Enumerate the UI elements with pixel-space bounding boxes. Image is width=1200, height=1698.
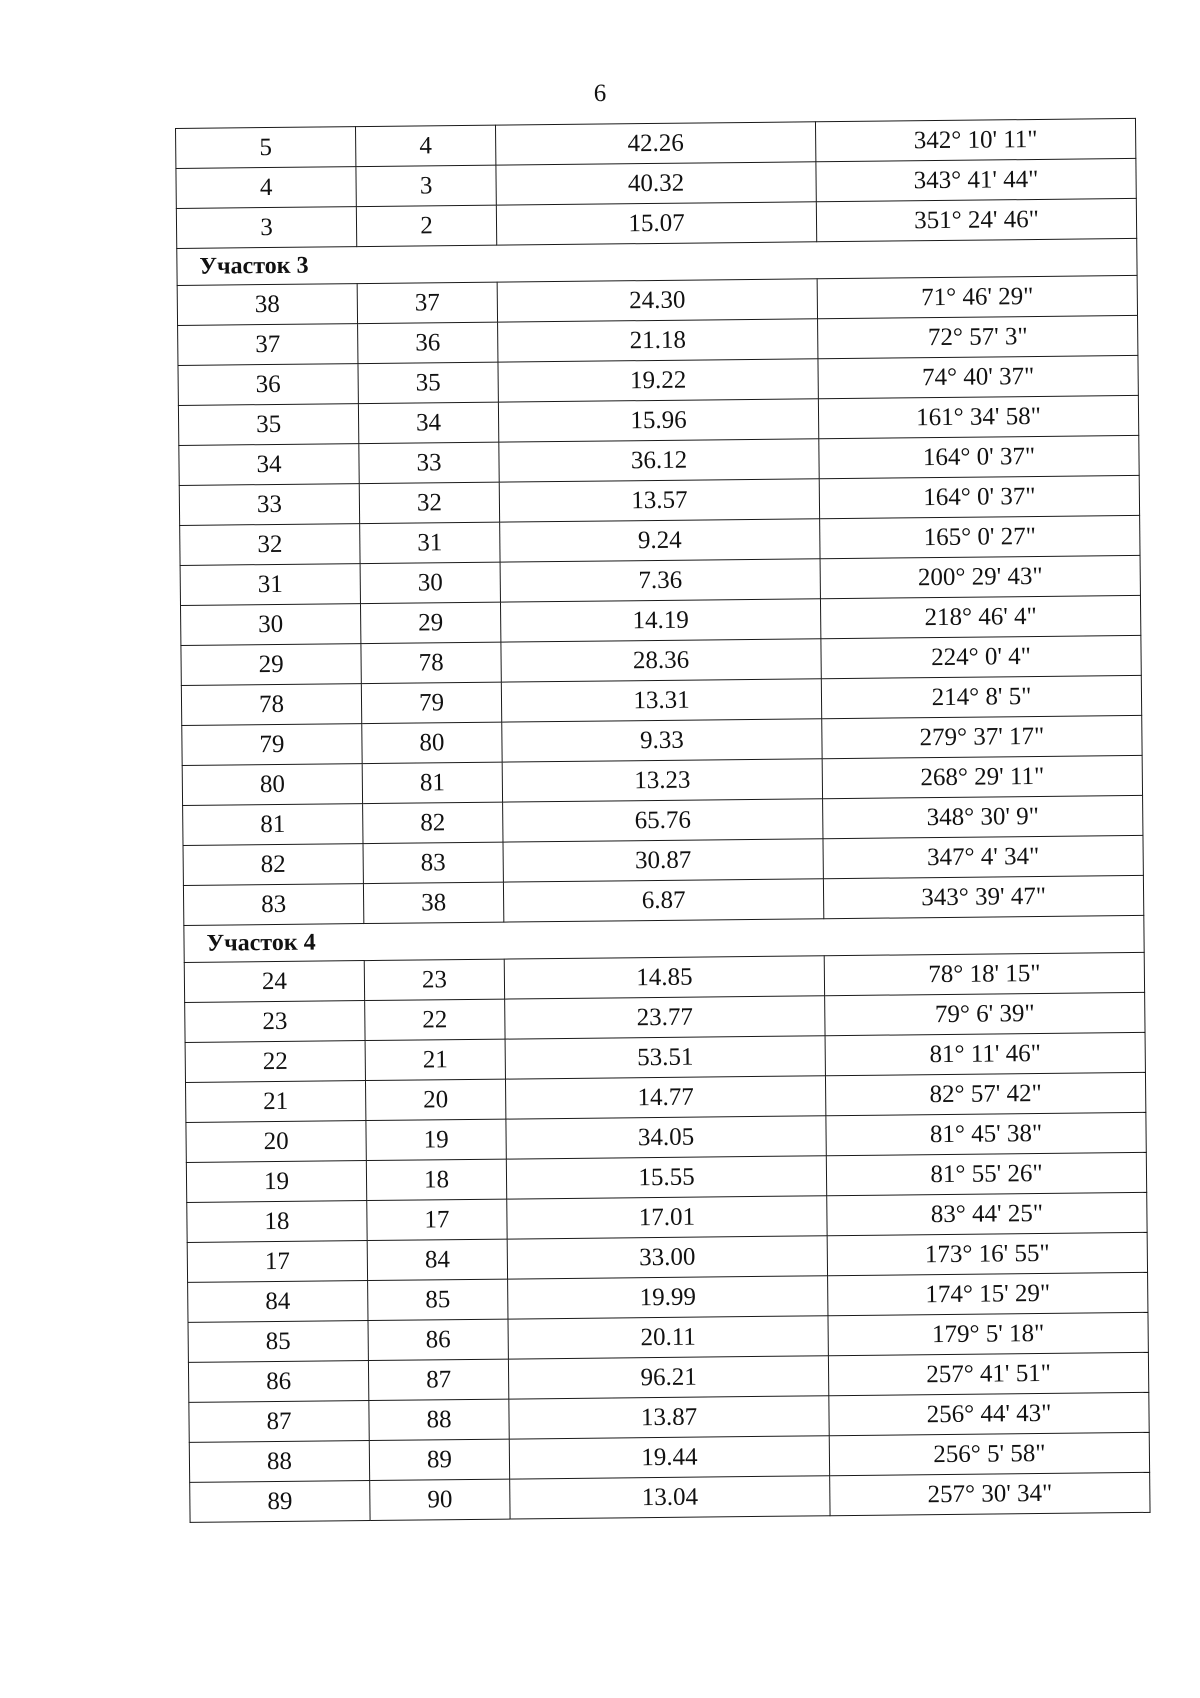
direction-angle-cell: 74° 40' 37" (818, 355, 1138, 398)
from-point-cell: 81 (183, 804, 363, 846)
to-point-cell: 36 (358, 322, 498, 363)
direction-angle-cell: 81° 55' 26" (826, 1152, 1146, 1195)
to-point-cell: 31 (360, 522, 500, 563)
length-cell: 13.04 (510, 1476, 830, 1519)
length-cell: 21.18 (498, 319, 818, 362)
direction-angle-cell: 200° 29' 43" (820, 555, 1140, 598)
to-point-cell: 79 (361, 682, 501, 723)
direction-angle-cell: 348° 30' 9" (823, 795, 1143, 838)
from-point-cell: 36 (178, 364, 358, 406)
from-point-cell: 35 (178, 404, 358, 446)
length-cell: 34.05 (506, 1116, 826, 1159)
length-cell: 53.51 (505, 1036, 825, 1079)
from-point-cell: 31 (180, 564, 360, 606)
from-point-cell: 17 (187, 1241, 367, 1283)
to-point-cell: 37 (357, 282, 497, 323)
from-point-cell: 18 (187, 1201, 367, 1243)
from-point-cell: 89 (190, 1481, 370, 1523)
to-point-cell: 83 (363, 842, 503, 883)
to-point-cell: 20 (365, 1079, 505, 1120)
boundary-coordinates-table (175, 118, 1151, 1523)
length-cell: 19.44 (509, 1436, 829, 1479)
direction-angle-cell: 161° 34' 58" (818, 395, 1138, 438)
to-point-cell: 80 (362, 722, 502, 763)
from-point-cell: 21 (185, 1081, 365, 1123)
to-point-cell: 34 (358, 402, 498, 443)
from-point-cell: 29 (181, 644, 361, 686)
to-point-cell: 84 (367, 1239, 507, 1280)
direction-angle-cell: 81° 45' 38" (826, 1112, 1146, 1155)
direction-angle-cell: 79° 6' 39" (825, 992, 1145, 1035)
from-point-cell: 85 (188, 1321, 368, 1363)
to-point-cell: 2 (356, 205, 496, 246)
direction-angle-cell: 342° 10' 11" (815, 118, 1135, 161)
direction-angle-cell: 343° 41' 44" (816, 158, 1136, 201)
to-point-cell: 22 (365, 999, 505, 1040)
direction-angle-cell: 82° 57' 42" (825, 1072, 1145, 1115)
direction-angle-cell: 279° 37' 17" (822, 715, 1142, 758)
from-point-cell: 33 (179, 484, 359, 526)
direction-angle-cell: 218° 46' 4" (820, 595, 1140, 638)
length-cell: 24.30 (497, 279, 817, 322)
length-cell: 40.32 (496, 162, 816, 205)
length-cell: 17.01 (507, 1196, 827, 1239)
length-cell: 28.36 (501, 639, 821, 682)
length-cell: 6.87 (503, 879, 823, 922)
length-cell: 9.33 (502, 719, 822, 762)
to-point-cell: 85 (368, 1279, 508, 1320)
to-point-cell: 17 (367, 1199, 507, 1240)
to-point-cell: 23 (364, 959, 504, 1000)
length-cell: 65.76 (503, 799, 823, 842)
length-cell: 15.55 (506, 1156, 826, 1199)
section-label: Участок 4 (184, 915, 1144, 962)
from-point-cell: 38 (177, 284, 357, 326)
to-point-cell: 4 (355, 125, 495, 166)
length-cell: 13.31 (501, 679, 821, 722)
to-point-cell: 88 (369, 1399, 509, 1440)
from-point-cell: 88 (189, 1441, 369, 1483)
length-cell: 14.19 (500, 599, 820, 642)
from-point-cell: 82 (183, 844, 363, 886)
from-point-cell: 22 (185, 1041, 365, 1083)
from-point-cell: 86 (188, 1361, 368, 1403)
length-cell: 15.96 (498, 399, 818, 442)
from-point-cell: 79 (182, 724, 362, 766)
direction-angle-cell: 179° 5' 18" (828, 1312, 1148, 1355)
length-cell: 42.26 (495, 122, 815, 165)
direction-angle-cell: 78° 18' 15" (824, 952, 1144, 995)
from-point-cell: 34 (179, 444, 359, 486)
length-cell: 9.24 (500, 519, 820, 562)
length-cell: 19.22 (498, 359, 818, 402)
length-cell: 15.07 (496, 202, 816, 245)
length-cell: 96.21 (508, 1356, 828, 1399)
from-point-cell: 37 (178, 324, 358, 366)
to-point-cell: 89 (369, 1439, 509, 1480)
from-point-cell: 30 (181, 604, 361, 646)
from-point-cell: 80 (182, 764, 362, 806)
length-cell: 14.77 (505, 1076, 825, 1119)
length-cell: 13.23 (502, 759, 822, 802)
length-cell: 13.57 (499, 479, 819, 522)
to-point-cell: 38 (363, 882, 503, 923)
to-point-cell: 32 (359, 482, 499, 523)
to-point-cell: 3 (356, 165, 496, 206)
length-cell: 20.11 (508, 1316, 828, 1359)
to-point-cell: 33 (359, 442, 499, 483)
to-point-cell: 29 (360, 602, 500, 643)
to-point-cell: 18 (366, 1159, 506, 1200)
length-cell: 33.00 (507, 1236, 827, 1279)
direction-angle-cell: 174° 15' 29" (828, 1272, 1148, 1315)
direction-angle-cell: 256° 44' 43" (829, 1392, 1149, 1435)
from-point-cell: 3 (176, 207, 356, 249)
to-point-cell: 86 (368, 1319, 508, 1360)
from-point-cell: 24 (184, 961, 364, 1003)
to-point-cell: 87 (368, 1359, 508, 1400)
from-point-cell: 23 (185, 1001, 365, 1043)
to-point-cell: 30 (360, 562, 500, 603)
to-point-cell: 21 (365, 1039, 505, 1080)
to-point-cell: 81 (362, 762, 502, 803)
to-point-cell: 35 (358, 362, 498, 403)
from-point-cell: 84 (188, 1281, 368, 1323)
from-point-cell: 4 (176, 167, 356, 209)
length-cell: 7.36 (500, 559, 820, 602)
direction-angle-cell: 72° 57' 3" (818, 315, 1138, 358)
direction-angle-cell: 165° 0' 27" (820, 515, 1140, 558)
from-point-cell: 19 (186, 1161, 366, 1203)
length-cell: 14.85 (504, 956, 824, 999)
length-cell: 19.99 (508, 1276, 828, 1319)
length-cell: 13.87 (509, 1396, 829, 1439)
from-point-cell: 78 (181, 684, 361, 726)
section-label: Участок 3 (177, 238, 1137, 285)
direction-angle-cell: 71° 46' 29" (817, 275, 1137, 318)
page-number: 6 (593, 80, 607, 107)
direction-angle-cell: 257° 41' 51" (828, 1352, 1148, 1395)
from-point-cell: 20 (186, 1121, 366, 1163)
to-point-cell: 78 (361, 642, 501, 683)
from-point-cell: 5 (176, 127, 356, 169)
from-point-cell: 87 (189, 1401, 369, 1443)
direction-angle-cell: 83° 44' 25" (827, 1192, 1147, 1235)
direction-angle-cell: 347° 4' 34" (823, 835, 1143, 878)
from-point-cell: 83 (183, 884, 363, 926)
from-point-cell: 32 (180, 524, 360, 566)
direction-angle-cell: 164° 0' 37" (819, 435, 1139, 478)
direction-angle-cell: 214° 8' 5" (821, 675, 1141, 718)
direction-angle-cell: 351° 24' 46" (816, 198, 1136, 241)
direction-angle-cell: 81° 11' 46" (825, 1032, 1145, 1075)
length-cell: 30.87 (503, 839, 823, 882)
direction-angle-cell: 164° 0' 37" (819, 475, 1139, 518)
direction-angle-cell: 343° 39' 47" (823, 875, 1143, 918)
to-point-cell: 90 (370, 1479, 510, 1520)
length-cell: 36.12 (499, 439, 819, 482)
length-cell: 23.77 (505, 996, 825, 1039)
to-point-cell: 82 (363, 802, 503, 843)
direction-angle-cell: 224° 0' 4" (821, 635, 1141, 678)
direction-angle-cell: 173° 16' 55" (827, 1232, 1147, 1275)
direction-angle-cell: 257° 30' 34" (830, 1472, 1150, 1515)
table-body (176, 118, 1151, 1522)
direction-angle-cell: 256° 5' 58" (829, 1432, 1149, 1475)
direction-angle-cell: 268° 29' 11" (822, 755, 1142, 798)
to-point-cell: 19 (366, 1119, 506, 1160)
